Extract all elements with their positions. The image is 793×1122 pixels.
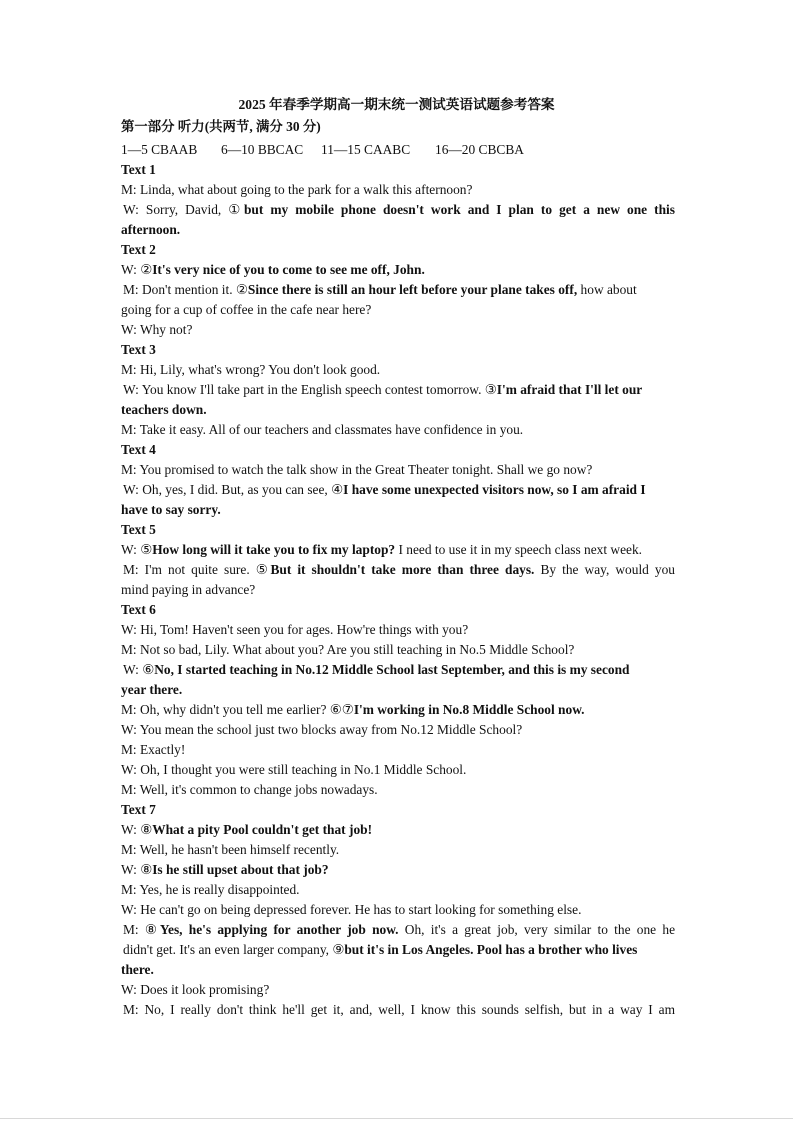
- answer-highlight: Since there is still an hour left before your plane takes off,: [247, 282, 578, 297]
- text-3-line: [123, 380, 675, 400]
- text-4-heading: Text 4: [121, 442, 156, 457]
- text-6-line: W: Oh, I thought you were still teaching in No.1 Middle School.: [121, 762, 467, 777]
- text-2-line: W: Why not?: [121, 322, 193, 337]
- answer-highlight: No, I started teaching in No.12 Middle School last September, and this is my second: [154, 662, 630, 677]
- text-2-line: [121, 260, 425, 280]
- text-7-line: [123, 940, 675, 960]
- text-1-heading: Text 1: [121, 162, 156, 177]
- speaker-text: I need to use it in my speech class next week.: [395, 542, 643, 557]
- text-5-line: [121, 540, 642, 560]
- text-7-line: [121, 860, 329, 880]
- text-5-heading: Text 5: [121, 522, 156, 537]
- text-7-line: M: Yes, he is really disappointed.: [121, 882, 300, 897]
- speaker-text: M: Oh, why didn't you tell me earlier? ⑥⑦: [121, 702, 354, 717]
- speaker-text: By the way, would you: [534, 562, 675, 577]
- text-3-line: M: Take it easy. All of our teachers and classmates have confidence in you.: [121, 422, 524, 437]
- answer-highlight: but my mobile phone doesn't work and I plan to get a new one this: [243, 202, 675, 217]
- text-4-line: [123, 480, 675, 500]
- speaker-text: W: You know I'll take part in the English speech contest tomorrow. ③: [123, 382, 497, 397]
- text-4-line: M: You promised to watch the talk show in the Great Theater tonight. Shall we go now?: [121, 462, 593, 477]
- answer-group-3: 11—15 CAABC: [321, 142, 411, 157]
- text-6-line: year there.: [121, 682, 183, 697]
- text-1-line: [123, 200, 675, 220]
- answer-group-1: 1—5 CBAAB: [121, 142, 198, 157]
- text-1-line: M: Linda, what about going to the park for a walk this afternoon?: [121, 182, 473, 197]
- text-6-line: [123, 660, 675, 680]
- text-6-line: W: You mean the school just two blocks away from No.12 Middle School?: [121, 722, 523, 737]
- text-6-heading: Text 6: [121, 602, 156, 617]
- text-3-line: M: Hi, Lily, what's wrong? You don't look good.: [121, 362, 381, 377]
- speaker-text: how about: [577, 282, 637, 297]
- document-title: 2025 年春季学期高一期末统一测试英语试题参考答案: [238, 97, 555, 112]
- text-7-line: there.: [121, 962, 154, 977]
- speaker-text: M: ⑧: [123, 922, 160, 937]
- answer-highlight: Is he still upset about that job?: [152, 862, 329, 877]
- page-bottom-divider: [0, 1118, 793, 1119]
- answer-highlight: but it's in Los Angeles. Pool has a brother who lives: [344, 942, 638, 957]
- text-7-line: W: Does it look promising?: [121, 982, 270, 997]
- text-7-line: M: Well, he hasn't been himself recently.: [121, 842, 340, 857]
- text-6-line: [121, 700, 584, 720]
- answer-group-2: 6—10 BBCAC: [221, 142, 304, 157]
- answer-highlight: It's very nice of you to come to see me off, John.: [152, 262, 425, 277]
- speaker-text: W: Oh, yes, I did. But, as you can see, ④: [123, 482, 344, 497]
- text-6-line: M: Exactly!: [121, 742, 186, 757]
- text-7-line: [123, 920, 675, 940]
- text-5-line: [123, 560, 675, 580]
- text-6-line: W: Hi, Tom! Haven't seen you for ages. How're things with you?: [121, 622, 469, 637]
- text-2-line: [123, 280, 675, 300]
- text-7-line: W: He can't go on being depressed forever. He has to start looking for something else.: [121, 902, 582, 917]
- text-6-line: M: Well, it's common to change jobs nowadays.: [121, 782, 378, 797]
- speaker-text: M: I'm not quite sure. ⑤: [123, 562, 271, 577]
- text-3-line: teachers down.: [121, 402, 207, 417]
- answer-highlight: I'm working in No.8 Middle School now.: [353, 702, 585, 717]
- text-6-line: M: Not so bad, Lily. What about you? Are you still teaching in No.5 Middle School?: [121, 642, 575, 657]
- text-7-line: [121, 820, 372, 840]
- text-7-line: M: No, I really don't think he'll get it, and, well, I know this sounds selfish, but in a way I am: [123, 1002, 675, 1017]
- text-1-line: afternoon.: [121, 222, 181, 237]
- answer-highlight: I have some unexpected visitors now, so I am afraid I: [343, 482, 646, 497]
- answer-highlight: Yes, he's applying for another job now.: [159, 922, 399, 937]
- speaker-text: W: ⑥: [123, 662, 155, 677]
- answer-group-4: 16—20 CBCBA: [435, 142, 524, 157]
- text-2-heading: Text 2: [121, 242, 156, 257]
- answer-highlight: How long will it take you to fix my laptop?: [152, 542, 396, 557]
- section-heading: 第一部分 听力(共两节, 满分 30 分): [121, 119, 321, 134]
- speaker-text: W: Sorry, David, ①: [123, 202, 244, 217]
- speaker-text: M: Don't mention it. ②: [123, 282, 248, 297]
- speaker-text: didn't get. It's an even larger company, ⑨: [123, 942, 345, 957]
- answer-highlight: What a pity Pool couldn't get that job!: [152, 822, 373, 837]
- text-5-line: mind paying in advance?: [121, 582, 256, 597]
- speaker-text: W: ⑧: [121, 862, 153, 877]
- answer-highlight: But it shouldn't take more than three days.: [270, 562, 535, 577]
- speaker-text: W: ⑤: [121, 542, 153, 557]
- text-7-heading: Text 7: [121, 802, 156, 817]
- text-3-heading: Text 3: [121, 342, 156, 357]
- text-2-line: going for a cup of coffee in the cafe near here?: [121, 302, 372, 317]
- speaker-text: W: ⑧: [121, 822, 153, 837]
- speaker-text: Oh, it's a great job, very similar to the one he: [398, 922, 675, 937]
- text-4-line: have to say sorry.: [121, 502, 221, 517]
- speaker-text: W: ②: [121, 262, 153, 277]
- answer-key: [121, 140, 524, 160]
- answer-highlight: I'm afraid that I'll let our: [496, 382, 643, 397]
